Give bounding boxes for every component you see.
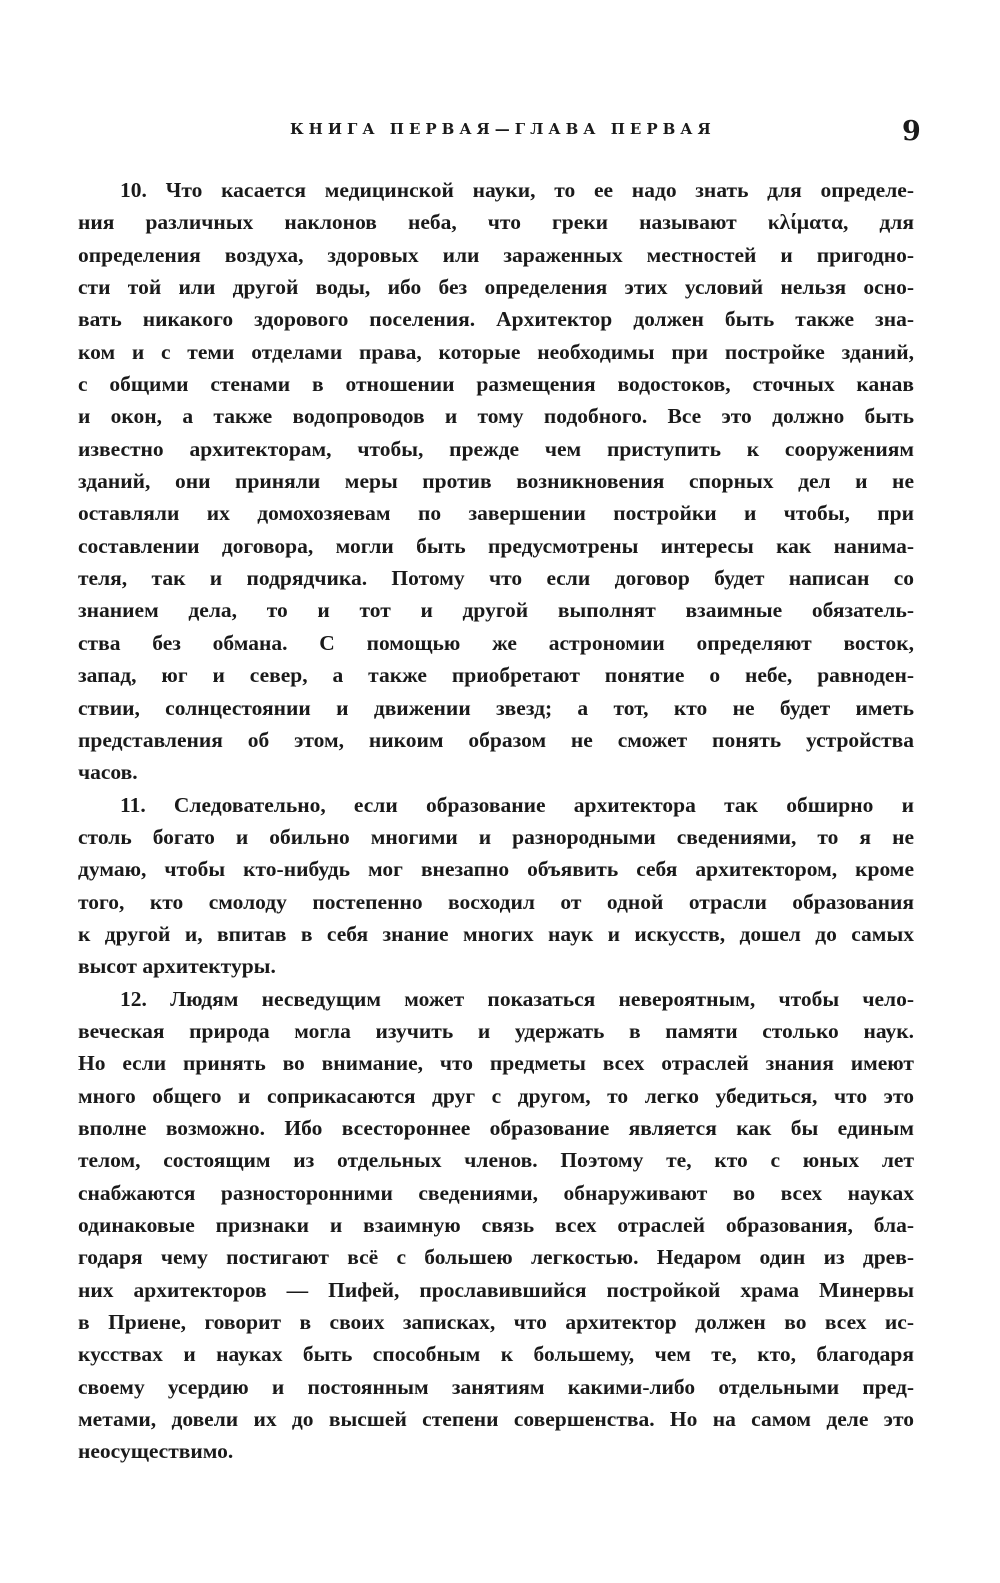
- text-line: с общими стенами в отношении размещения водостоков, сточных канав: [78, 372, 914, 397]
- text-line: вполне возможно. Ибо всестороннее образование является как бы единым: [78, 1115, 914, 1140]
- paragraph-12: [78, 983, 914, 1468]
- text-line: и окон, а также водопроводов и тому подобного. Все это должно быть: [78, 404, 914, 429]
- text-line: знанием дела, то и тот и другой выполнят взаимные обязатель-: [78, 598, 914, 623]
- text-line: теля, так и подрядчика. Потому что если договор будет написан со: [78, 566, 914, 591]
- text-line: представления об этом, никоим образом не сможет понять устройства: [78, 727, 914, 752]
- text-line: телом, состоящим из отдельных членов. Поэтому те, кто с юных лет: [78, 1148, 914, 1173]
- text-line: сти той или другой воды, ибо без определения этих условий нельзя осно-: [78, 275, 914, 300]
- text-line: ком и с теми отделами права, которые необходимы при постройке зданий,: [78, 339, 914, 364]
- text-line: много общего и соприкасаются друг с другом, то легко убедиться, что это: [78, 1083, 914, 1108]
- text-line: в Приене, говорит в своих записках, что архитектор должен во всех ис-: [78, 1310, 914, 1335]
- text-line: зданий, они приняли меры против возникновения спорных дел и не: [78, 469, 914, 494]
- text-line: ния различных наклонов неба, что греки называют κλίματα, для: [78, 210, 914, 235]
- page-number: 9: [902, 116, 921, 147]
- text-line: кусствах и науках быть способным к большему, чем те, кто, благодаря: [78, 1342, 914, 1367]
- text-line: годаря чему постигают всё с большею легкостью. Недаром один из древ-: [78, 1245, 914, 1270]
- text-line: них архитекторов — Пифей, прославившийся постройкой храма Минервы: [78, 1277, 914, 1302]
- text-line: одинаковые признаки и взаимную связь всех отраслей образования, бла-: [78, 1213, 914, 1237]
- body-text: [78, 174, 914, 1468]
- text-line: вать никакого здорового поселения. Архитектор должен быть также зна-: [78, 307, 914, 332]
- text-line: составлении договора, могли быть предусмотрены интересы как нанима-: [78, 533, 914, 558]
- text-line: известно архитекторам, чтобы, прежде чем приступить к сооружениям: [78, 436, 914, 461]
- text-line: ства без обмана. С помощью же астрономии определяют восток,: [78, 630, 914, 655]
- text-line: часов.: [78, 760, 138, 785]
- text-line: снабжаются разносторонними сведениями, обнаруживают во всех науках: [78, 1180, 914, 1205]
- text-line: Но если принять во внимание, что предметы всех отраслей знания имеют: [78, 1051, 914, 1076]
- text-line: определения воздуха, здоровых или зараженных местностей и пригодно-: [78, 242, 914, 267]
- text-line: оставляли их домохозяевам по завершении постройки и чтобы, при: [78, 501, 914, 526]
- text-line: ствии, солнцестоянии и движении звезд; а тот, кто не будет иметь: [78, 695, 914, 720]
- text-line: метами, довели их до высшей степени совершенства. Но на самом деле это: [78, 1407, 914, 1432]
- text-line: к другой и, впитав в себя знание многих наук и искусств, дошел до самых: [78, 921, 914, 946]
- paragraph-11: [78, 789, 914, 983]
- text-line: своему усердию и постоянным занятиям какими-либо отдельными пред-: [78, 1374, 914, 1399]
- text-line: 11. Следовательно, если образование архитектора так обширно и: [120, 792, 914, 817]
- text-line: того, кто смолоду постепенно восходил от одной отрасли образования: [78, 889, 914, 914]
- text-line: думаю, чтобы кто-нибудь мог внезапно объявить себя архитектором, кроме: [78, 857, 914, 882]
- text-line: столь богато и обильно многими и разнородными сведениями, то я не: [78, 824, 914, 849]
- text-line: запад, юг и север, а также приобретают понятие о небе, равноден-: [78, 663, 914, 688]
- paragraph-10: [78, 174, 914, 789]
- text-line: 10. Что касается медицинской науки, то ее надо знать для определе-: [120, 178, 914, 202]
- text-line: неосуществимо.: [78, 1439, 234, 1464]
- text-line: 12. Людям несведущим может показаться невероятным, чтобы чело-: [120, 986, 914, 1011]
- running-head: КНИГА ПЕРВАЯ—ГЛАВА ПЕРВАЯ: [290, 120, 716, 138]
- text-line: веческая природа могла изучить и удержать в памяти столько наук.: [78, 1018, 914, 1043]
- text-line: высот архитектуры.: [78, 954, 276, 979]
